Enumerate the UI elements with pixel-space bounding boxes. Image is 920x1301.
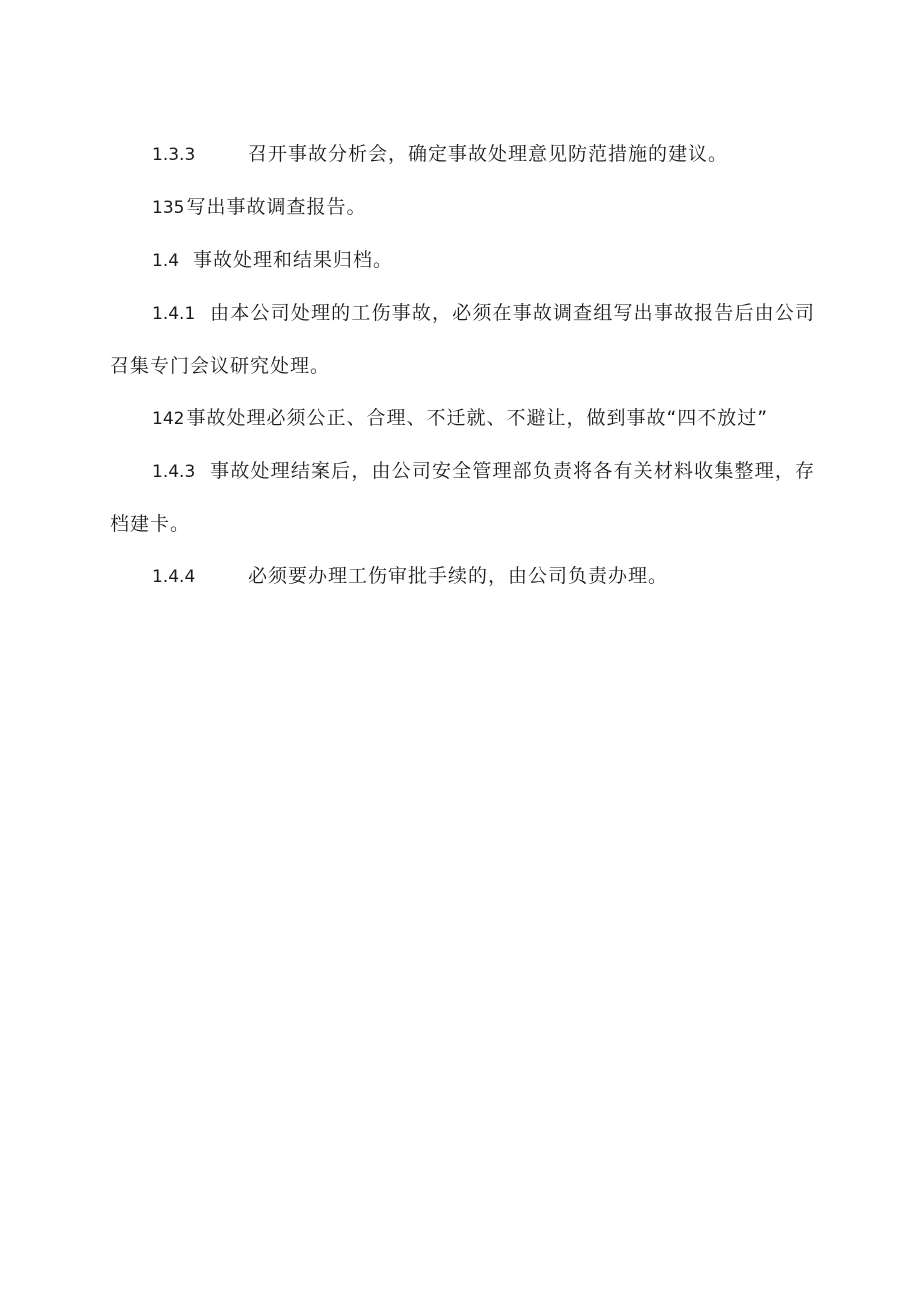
- paragraph-text: 必须要办理工伤审批手续的，由公司负责办理。: [248, 565, 669, 587]
- section-number: 142: [152, 409, 185, 429]
- paragraph-text: 事故处理结案后，由公司安全管理部负责将各有关材料收集整理，存档建卡。: [110, 460, 815, 535]
- section-number: 1.4.3: [152, 462, 196, 482]
- document-body: [110, 128, 815, 603]
- paragraph-text: 事故处理必须公正、合理、不迁就、不避让，做到事故“四不放过”: [186, 407, 769, 429]
- paragraph-text: 写出事故调查报告。: [186, 196, 367, 218]
- section-number: 1.4: [152, 251, 180, 271]
- paragraph-1-3-5: [110, 181, 815, 234]
- paragraph-1-4-4: [110, 550, 815, 603]
- paragraph-text: 召开事故分析会，确定事故处理意见防范措施的建议。: [248, 143, 729, 165]
- section-number: 1.3.3: [152, 145, 196, 165]
- paragraph-text: 事故处理和结果归档。: [193, 249, 394, 271]
- paragraph-1-4-2: [110, 392, 815, 445]
- section-number: 1.4.1: [152, 304, 196, 324]
- paragraph-1-4: [110, 234, 815, 287]
- paragraph-text: 由本公司处理的工伤事故，必须在事故调查组写出事故报告后由公司召集专门会议研究处理。: [110, 302, 815, 377]
- paragraph-1-4-1: [110, 287, 815, 392]
- section-number: 135: [152, 198, 185, 218]
- paragraph-1-4-3: [110, 445, 815, 550]
- paragraph-1-3-3: [110, 128, 815, 181]
- section-number: 1.4.4: [152, 567, 196, 587]
